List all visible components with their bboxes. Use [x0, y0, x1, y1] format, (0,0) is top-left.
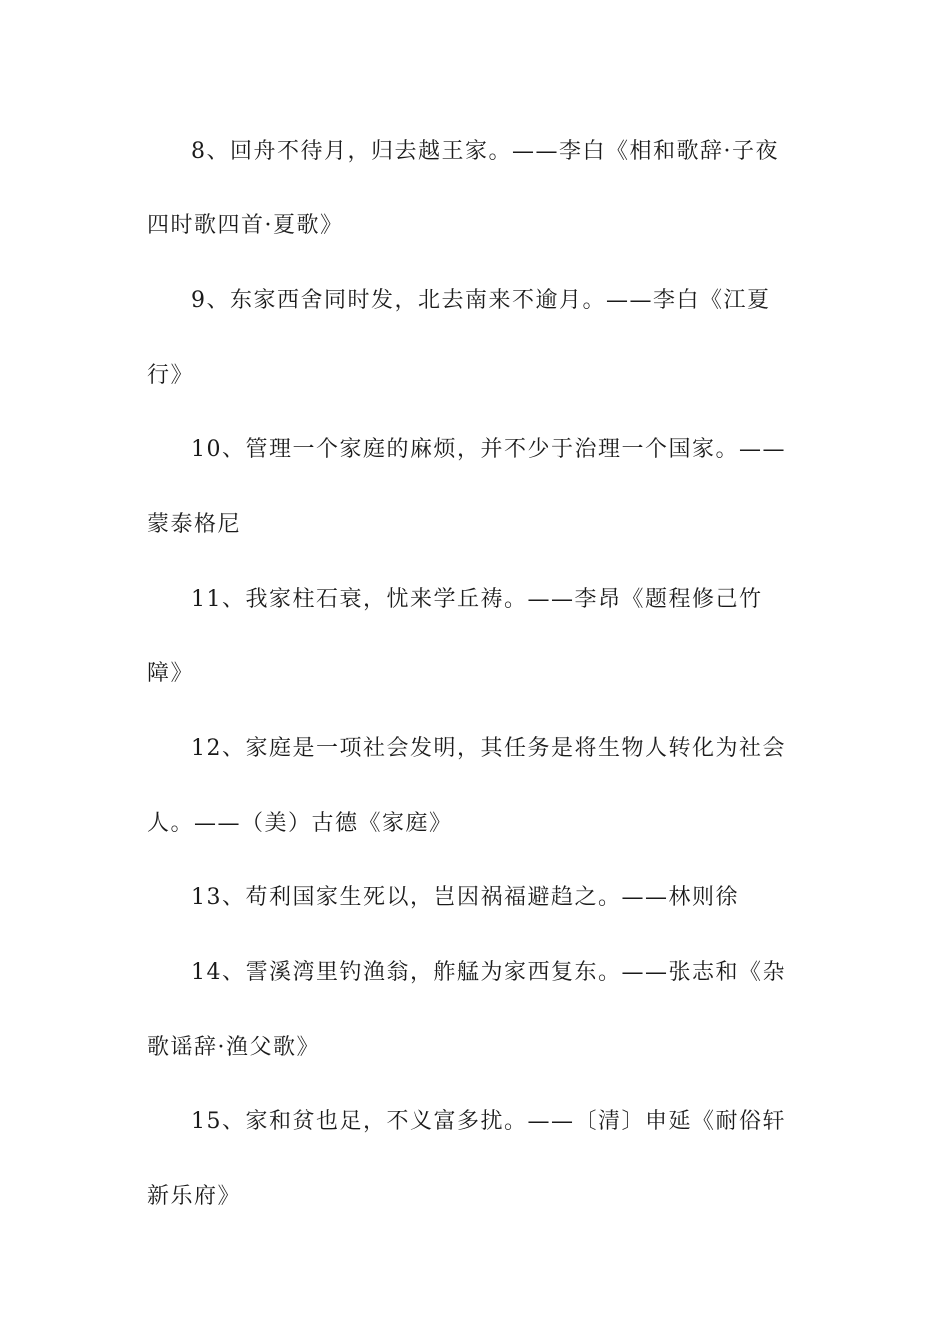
quote-12-line-2: 人。——（美）古德《家庭》: [147, 811, 453, 836]
quote-13-line-1: 13、苟利国家生死以，岂因祸福避趋之。——林则徐: [191, 885, 739, 910]
quote-8-line-2: 四时歌四首·夏歌》: [147, 213, 344, 238]
quote-8-line-1: 8、回舟不待月，归去越王家。——李白《相和歌辞·子夜: [191, 139, 779, 164]
quote-10-line-1: 10、管理一个家庭的麻烦，并不少于治理一个国家。——: [191, 437, 786, 462]
quote-14-line-1: 14、霅溪湾里钓渔翁，舴艋为家西复东。——张志和《杂: [191, 960, 786, 985]
quote-14-line-2: 歌谣辞·渔父歌》: [147, 1035, 320, 1060]
quote-11-line-2: 障》: [147, 661, 195, 686]
quote-9-line-2: 行》: [147, 363, 195, 388]
quote-12-line-1: 12、家庭是一项社会发明，其任务是将生物人转化为社会: [191, 736, 786, 761]
quote-11-line-1: 11、我家柱石衰，忧来学丘祷。——李昂《题程修己竹: [191, 587, 763, 612]
quote-9-line-1: 9、东家西舍同时发，北去南来不逾月。——李白《江夏: [191, 288, 771, 313]
quote-15-line-1: 15、家和贫也足，不义富多扰。——〔清〕申延《耐俗轩: [191, 1109, 786, 1134]
quote-10-line-2: 蒙泰格尼: [147, 512, 242, 537]
quote-15-line-2: 新乐府》: [147, 1184, 242, 1209]
